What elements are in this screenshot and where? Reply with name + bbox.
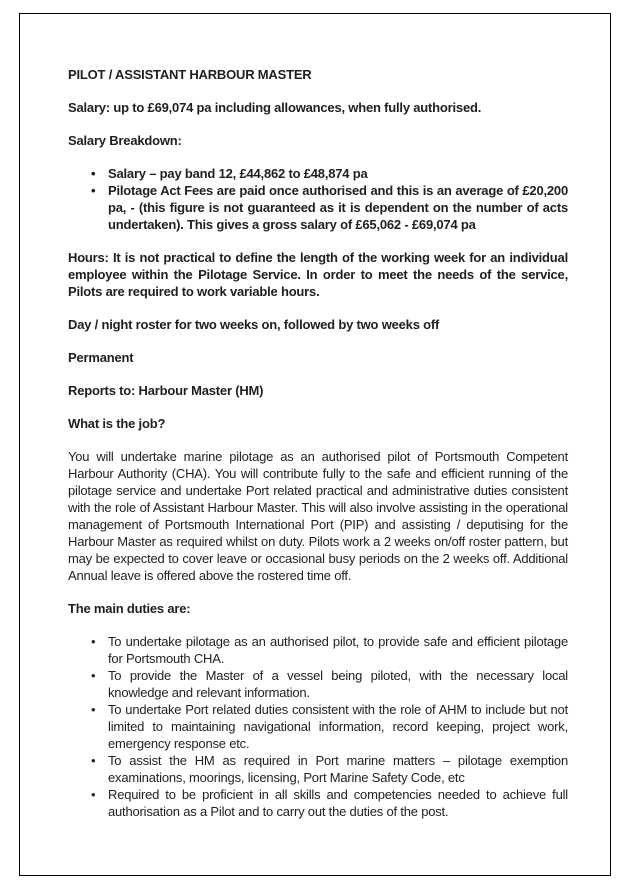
list-item: • To provide the Master of a vessel being piloted, with the necessary local knowledge and relevant information. xyxy=(68,667,568,701)
job-description: You will undertake marine pilotage as an authorised pilot of Portsmouth Competent Harbour Authority (CHA). You will contribute fully to the safe and efficient running of the pilotage service and undertake Port related practical and administrative duties consistent with the role of Assistant Harbour Master. This will also involve assisting in the operational management of Portsmouth International Port (PIP) and assisting / deputising for the Harbour Master as required whilst on duty. Pilots work a 2 weeks on/off roster pattern, but may be expected to cover leave or occasional busy periods on the 2 weeks off. Additional Annual leave is offered above the rostered time off. xyxy=(68,449,568,583)
roster-line: Day / night roster for two weeks on, followed by two weeks off xyxy=(68,317,440,332)
list-item: • To undertake Port related duties consistent with the role of AHM to include but not limited to maintaining navigational information, record keeping, project work, emergency response etc. xyxy=(68,701,568,752)
list-item: • Salary – pay band 12, £44,862 to £48,874 pa xyxy=(68,165,568,182)
reports-to: Reports to: Harbour Master (HM) xyxy=(68,383,264,398)
list-item: • Required to be proficient in all skills and competencies needed to achieve full authorisation as a Pilot and to carry out the duties of the post. xyxy=(68,786,568,820)
contract-type: Permanent xyxy=(68,350,134,365)
page-border xyxy=(19,13,611,876)
duties-list xyxy=(68,633,568,820)
salary-breakdown-heading: Salary Breakdown: xyxy=(68,133,182,148)
hours-paragraph: Hours: It is not practical to define the length of the working week for an individual employee within the Pilotage Service. In order to meet the needs of the service, Pilots are required to work variable hours. xyxy=(68,250,568,299)
job-title: PILOT / ASSISTANT HARBOUR MASTER xyxy=(68,67,312,82)
list-item: • Pilotage Act Fees are paid once authorised and this is an average of £20,200 pa, - (this figure is not guaranteed as it is dependent on the number of acts undertaken). This gives a gross salary of £65,062 - £69,074 pa xyxy=(68,182,568,233)
salary-breakdown-list xyxy=(68,165,568,233)
list-item: • To undertake pilotage as an authorised pilot, to provide safe and efficient pilotage for Portsmouth CHA. xyxy=(68,633,568,667)
salary-line: Salary: up to £69,074 pa including allowances, when fully authorised. xyxy=(68,100,482,115)
duties-heading: The main duties are: xyxy=(68,601,191,616)
job-heading: What is the job? xyxy=(68,416,166,431)
document-content xyxy=(20,14,568,820)
list-item: • To assist the HM as required in Port marine matters – pilotage exemption examinations, moorings, licensing, Port Marine Safety Code, etc xyxy=(68,752,568,786)
